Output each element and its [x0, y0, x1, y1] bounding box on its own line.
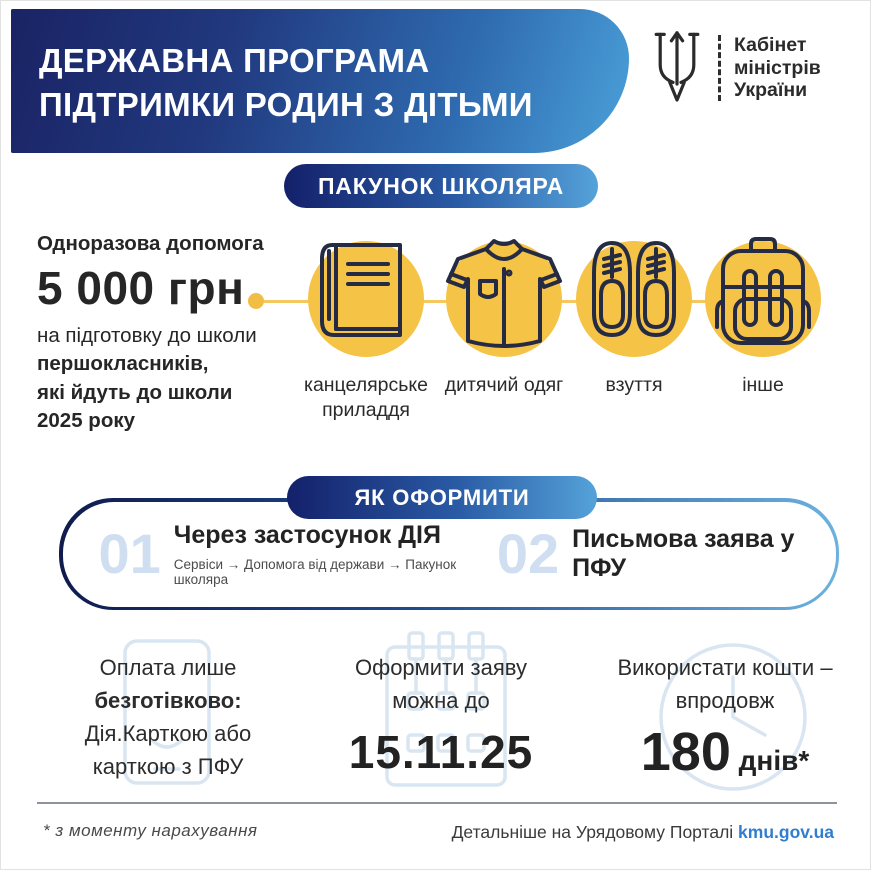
usage-line2: впродовж — [675, 688, 775, 713]
ukraine-trident-icon — [649, 27, 705, 109]
package-item-stationery — [286, 241, 446, 424]
intro-desc-2: першокласників, — [37, 352, 209, 376]
page-title — [11, 9, 629, 126]
option-texts — [174, 521, 469, 587]
usage-days — [589, 721, 861, 783]
item-label: дитячий одяг — [444, 374, 564, 396]
howto-option-pfu — [496, 522, 836, 585]
footer-info-text: Детальніше на Урядовому Порталі — [451, 822, 739, 842]
usage-days-number: 180 — [640, 722, 731, 782]
page-title-line2: ПІДТРИМКИ РОДИН З ДІТЬМИ — [39, 85, 533, 123]
item-circle — [576, 241, 692, 357]
item-label: канцелярське приладдя — [303, 374, 428, 422]
footnote: * з моменту нарахування — [43, 821, 258, 840]
howto-option-dia — [99, 521, 469, 587]
intro-block — [37, 232, 299, 435]
deadline-line2: можна до — [392, 688, 490, 713]
connector-dot — [248, 293, 264, 309]
option-number: 01 — [98, 522, 161, 585]
payment-line2: безготівково: — [94, 688, 242, 713]
deadline-date: 15.11.25 — [348, 726, 534, 778]
item-label: інше — [742, 374, 784, 396]
item-circle — [705, 241, 821, 357]
payment-line3: Дія.Карткою або — [84, 721, 252, 746]
intro-desc-3: які йдуть до школи — [37, 380, 233, 404]
government-logo — [649, 27, 821, 109]
item-circle — [308, 241, 424, 357]
usage-days-suffix: днів* — [730, 745, 810, 776]
option-title: Письмова заява у ПФУ — [572, 525, 795, 582]
howto-badge: ЯК ОФОРМИТИ — [287, 476, 597, 519]
payment-line1: Оплата лише — [99, 655, 237, 680]
header-banner — [11, 9, 629, 153]
breadcrumb: Сервіси → Допомога від держави → Пакунок школяра — [173, 556, 457, 587]
amount-value: 5 000 грн — [37, 262, 245, 314]
intro-desc-1: на підготовку до школи — [37, 324, 257, 347]
intro-desc-4: 2025 року — [37, 408, 136, 432]
kmu-portal-link[interactable]: kmu.gov.ua — [738, 822, 834, 842]
detail-usage — [589, 651, 861, 783]
payment-line4: карткою з ПФУ — [92, 754, 244, 779]
footer-info — [452, 822, 834, 843]
option-number: 02 — [496, 522, 560, 585]
package-item-other — [683, 241, 843, 398]
detail-payment — [43, 651, 293, 783]
logo-text: Кабінет міністрів України — [734, 34, 821, 102]
usage-line1: Використати кошти – — [617, 655, 833, 680]
intro-lead: Одноразова допомога — [37, 232, 264, 255]
logo-divider — [718, 35, 721, 101]
detail-deadline — [313, 651, 569, 779]
item-circle — [446, 241, 562, 357]
option-title: Через застосунок ДІЯ — [173, 521, 441, 550]
deadline-line1: Оформити заяву — [354, 655, 527, 680]
page-title-line1: ДЕРЖАВНА ПРОГРАМА — [39, 42, 430, 79]
package-badge: ПАКУНОК ШКОЛЯРА — [284, 164, 598, 208]
item-label: взуття — [605, 374, 663, 396]
footer-divider — [37, 802, 837, 804]
